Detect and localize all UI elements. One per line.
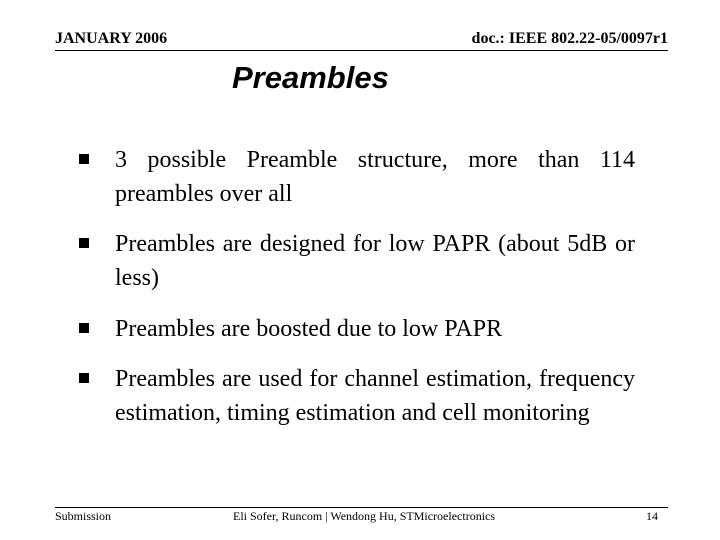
footer-authors: Eli Sofer, Runcom | Wendong Hu, STMicroelectronics <box>233 509 496 523</box>
bullet-text: Preambles are designed for low PAPR (about 5dB or less) <box>115 231 635 291</box>
bullet-item <box>75 362 635 430</box>
bullet-text: 3 possible Preamble structure, more than 114 preambles over all <box>115 147 635 207</box>
bullet-text: Preambles are boosted due to low PAPR <box>115 316 503 342</box>
square-bullet-icon <box>79 154 89 164</box>
bullet-item <box>75 143 635 211</box>
bullet-item <box>75 312 635 346</box>
square-bullet-icon <box>79 238 89 248</box>
footer-divider <box>55 507 668 508</box>
page-number: 14 <box>646 509 658 523</box>
footer-submission: Submission <box>55 509 112 523</box>
square-bullet-icon <box>79 323 89 333</box>
bullet-item <box>75 227 635 295</box>
bullet-text: Preambles are used for channel estimation, frequency estimation, timing estimation and cell monitoring <box>115 366 635 426</box>
bullet-list <box>75 143 635 430</box>
header-doc-id: doc.: IEEE 802.22-05/0097r1 <box>471 30 668 47</box>
header-divider <box>55 50 668 51</box>
square-bullet-icon <box>79 373 89 383</box>
slide-title: Preambles <box>232 60 389 95</box>
header-date: JANUARY 2006 <box>55 30 168 47</box>
